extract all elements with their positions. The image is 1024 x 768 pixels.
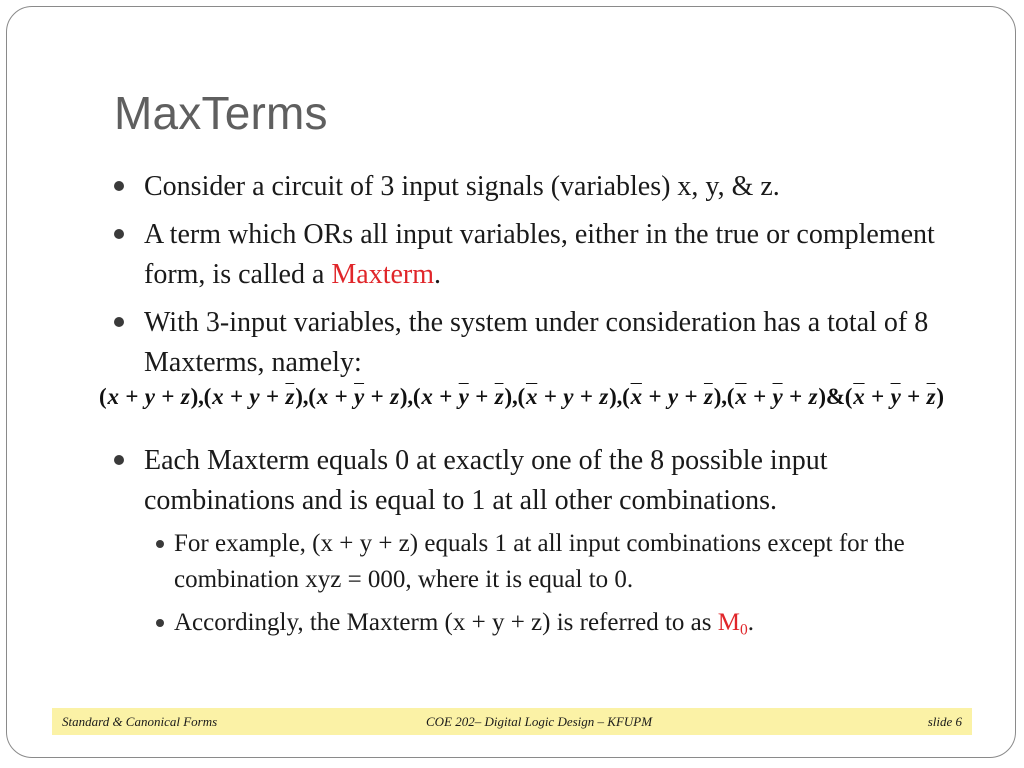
bullet-text: Consider a circuit of 3 input signals (variables) x, y, & z. xyxy=(144,171,780,202)
maxterm-variable: $\overline{x}$ xyxy=(853,384,865,409)
maxterm-variable: $\overline{y}$ xyxy=(772,384,783,409)
formula-separator: , xyxy=(198,384,204,409)
sub-bullet-dot-icon xyxy=(156,619,164,627)
maxterm-expression: $(\overline{x} + \overline{y} + z)$ xyxy=(726,384,826,409)
footer-center-text: COE 202– Digital Logic Design – KFUPM xyxy=(426,714,653,729)
sub-bullet-text-before: Accordingly, the Maxterm (x + y + z) is referred to as xyxy=(174,609,718,636)
sub-bullet-text xyxy=(174,605,956,649)
bullet-dot-icon xyxy=(114,317,124,327)
slide-title: MaxTerms xyxy=(114,87,328,139)
maxterm-variable: $\overline{y}$ xyxy=(458,384,469,409)
footer-slide-number: slide 6 xyxy=(927,714,962,729)
bullet-item xyxy=(114,441,974,521)
bullet-dot-icon xyxy=(114,229,124,239)
maxterm-variable: x xyxy=(212,384,224,409)
maxterm-variable: y xyxy=(144,384,155,409)
maxterm-variable: $\overline{z}$ xyxy=(494,384,504,409)
maxterm-variable: $\overline{z}$ xyxy=(703,384,713,409)
maxterm-expression: $(x + y + \overline{z})$ xyxy=(203,384,303,409)
sub-bullet-text-after: . xyxy=(747,609,754,636)
bullet-item xyxy=(114,215,974,295)
formula-separator: , xyxy=(616,384,623,409)
m0-highlight xyxy=(717,609,748,639)
sub-bullet-item xyxy=(156,605,956,649)
maxterm-variable: $\overline{x}$ xyxy=(735,384,747,409)
maxterm-variable: y xyxy=(249,384,260,409)
sub-bullet-text: For example, (x + y + z) equals 1 at all input combinations except for the combination xyz = 000, where it is equal to 0. xyxy=(174,530,905,593)
maxterm-variable: $\overline{z}$ xyxy=(926,384,936,409)
bullet-text xyxy=(144,215,974,295)
maxterm-expression: (x + y + z) xyxy=(99,384,199,409)
maxterm-variable: x xyxy=(421,384,433,409)
bullet-text: With 3-input variables, the system under consideration has a total of 8 Maxterms, namely: xyxy=(144,307,929,378)
m0-subscript: 0 xyxy=(739,621,748,639)
formula-separator: , xyxy=(302,384,309,409)
sub-bullet-dot-icon xyxy=(156,540,164,548)
sub-bullet-item xyxy=(156,526,956,598)
maxterm-expression: $(x + \overline{y} + \overline{z})$ xyxy=(412,384,512,409)
formula-separator: , xyxy=(721,384,727,409)
maxterm-expression: $(x + \overline{y} + z)$ xyxy=(308,384,408,409)
maxterm-variable: z xyxy=(599,384,609,409)
formula-conjunction: & xyxy=(825,384,845,409)
formula-separator: , xyxy=(407,384,413,409)
bullet-dot-icon xyxy=(114,455,124,465)
footer-left-text: Standard & Canonical Forms xyxy=(62,714,218,729)
maxterm-highlight: Maxterm xyxy=(331,259,435,290)
bullet-item xyxy=(114,303,974,383)
maxterm-expression: $(\overline{x} + y + z)$ xyxy=(517,384,617,409)
maxterm-variable: y xyxy=(563,384,574,409)
maxterms-formula xyxy=(99,384,979,410)
formula-separator: , xyxy=(511,384,518,409)
maxterm-variable: $\overline{y}$ xyxy=(354,384,365,409)
bullet-item xyxy=(114,167,974,207)
maxterm-variable: z xyxy=(808,384,818,409)
maxterm-variable: z xyxy=(180,384,190,409)
maxterm-variable: $\overline{x}$ xyxy=(630,384,642,409)
maxterm-variable: y xyxy=(667,384,678,409)
bullet-dot-icon xyxy=(114,181,124,191)
maxterm-variable: $\overline{x}$ xyxy=(525,384,538,409)
bullet-text-before: A term which ORs all input variables, either in the true or complement form, is called a xyxy=(144,219,935,290)
maxterm-variable: $\overline{y}$ xyxy=(890,384,901,409)
maxterm-variable: x xyxy=(316,384,329,409)
maxterm-variable: z xyxy=(390,384,399,409)
maxterm-variable: x xyxy=(107,384,119,409)
maxterm-expression: $(\overline{x} + y + \overline{z})$ xyxy=(622,384,722,409)
bullet-text: Each Maxterm equals 0 at exactly one of the 8 possible input combinations and is equal to 1 at all other combinations. xyxy=(144,445,828,516)
maxterm-variable: $\overline{z}$ xyxy=(285,384,295,409)
bullet-text-after: . xyxy=(434,259,442,290)
m0-letter: M xyxy=(717,609,740,636)
maxterm-expression: $(\overline{x} + \overline{y} + \overline{z})$ xyxy=(844,384,944,409)
footer-bar xyxy=(52,708,972,735)
